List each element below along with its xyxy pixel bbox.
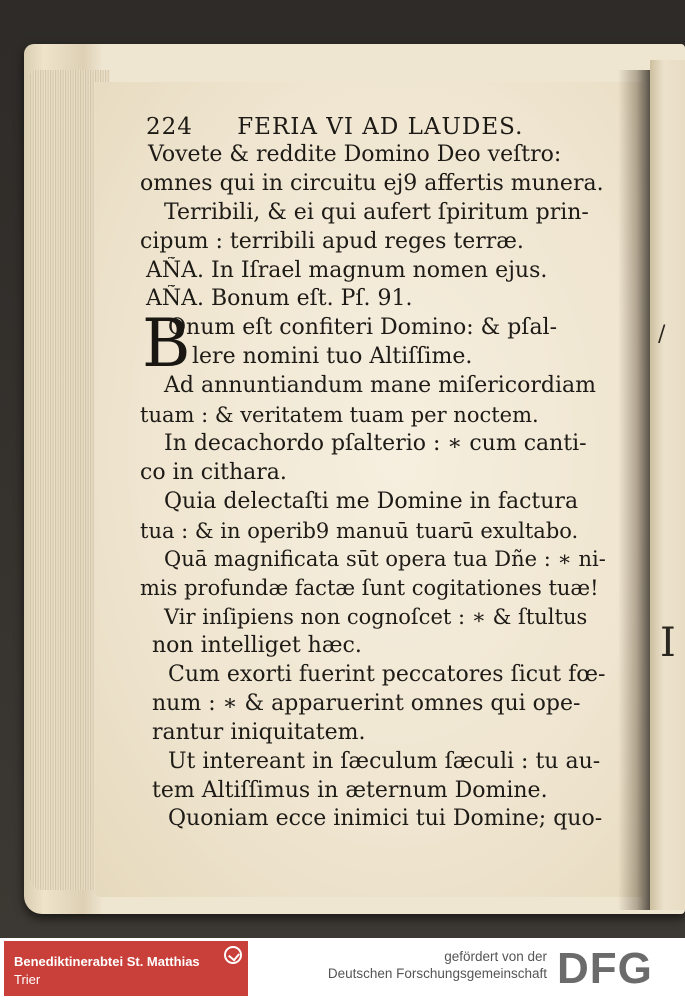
verse-line: co in cithara. [140, 459, 287, 485]
book-gutter [618, 70, 652, 910]
funder-name: Deutschen Forschungsgemeinschaft [327, 966, 547, 981]
institution-name: Benediktinerabtei St. Matthias [14, 954, 200, 969]
antiphon-psalm-line: AÑA. Bonum eſt. Pſ. 91. [146, 286, 413, 312]
verse-line: Vir inſipiens non cognoſcet : ∗ & ſtultus [164, 605, 588, 630]
funded-by-label: gefördert von der [444, 949, 547, 964]
funder-credit [328, 948, 547, 982]
verse-line: Quoniam ecce inimici tui Domine; quo- [168, 806, 603, 832]
verse-line: rantur iniquitatem. [152, 719, 366, 745]
text-line: omnes qui in circuitu ej9 affertis munera. [140, 170, 604, 196]
verse-line: Quia delectaſti me Domine in factura [164, 488, 579, 514]
verse-line: Quā magnificata sūt opera tua Dñe : ∗ ni- [164, 547, 606, 572]
verse-line: num : ∗ & apparuerint omnes qui ope- [152, 690, 581, 716]
digitization-footer [0, 938, 685, 1000]
verse-line: Cum exorti fuerint peccatores ſicut fœ- [168, 662, 606, 688]
drop-cap: B [142, 305, 191, 383]
text-line: Vovete & reddite Domino Deo veſtro: [148, 142, 562, 167]
text-line: cipum : terribili apud reges terræ. [140, 228, 524, 254]
institution-badge[interactable] [4, 941, 248, 996]
antiphon-line: AÑA. In Iſrael magnum nomen ejus. [146, 257, 548, 283]
running-head-title: FERIA VI AD LAUDES. [237, 114, 524, 140]
dfg-logo[interactable]: DFG [557, 944, 653, 993]
abbey-logo-icon [224, 946, 242, 964]
verse-line: Ut intereant in ſæculum ſæculi : tu au- [168, 748, 601, 774]
verse-line: tuam : & veritatem tuam per noctem. [140, 403, 539, 428]
institution-city: Trier [14, 972, 41, 987]
text-line: lere nomini tuo Altiſſime. [192, 344, 473, 370]
verse-line: non intelliget hæc. [152, 633, 362, 659]
text-line: Onum eſt confiteri Domino: & pſal- [168, 315, 558, 341]
text-line: Terribili, & ei qui aufert ſpiritum prin- [164, 199, 589, 225]
right-page-edge: / I [650, 60, 685, 910]
verse-line: In decachordo pſalterio : ∗ cum canti- [164, 430, 587, 456]
verse-line: tem Altiſſimus in æternum Domine. [152, 777, 548, 803]
page-number: 224 [146, 114, 193, 140]
page-body [140, 141, 620, 834]
verse-line: tua : & in operib9 manuū tuarū exultabo. [140, 518, 579, 543]
verse-line: mis profundæ factæ ſunt cogitationes tuæ! [140, 576, 599, 601]
psalm-opening [140, 305, 620, 383]
running-header [146, 114, 523, 140]
verse-line: Ad annuntiandum mane miſericordiam [164, 373, 596, 399]
